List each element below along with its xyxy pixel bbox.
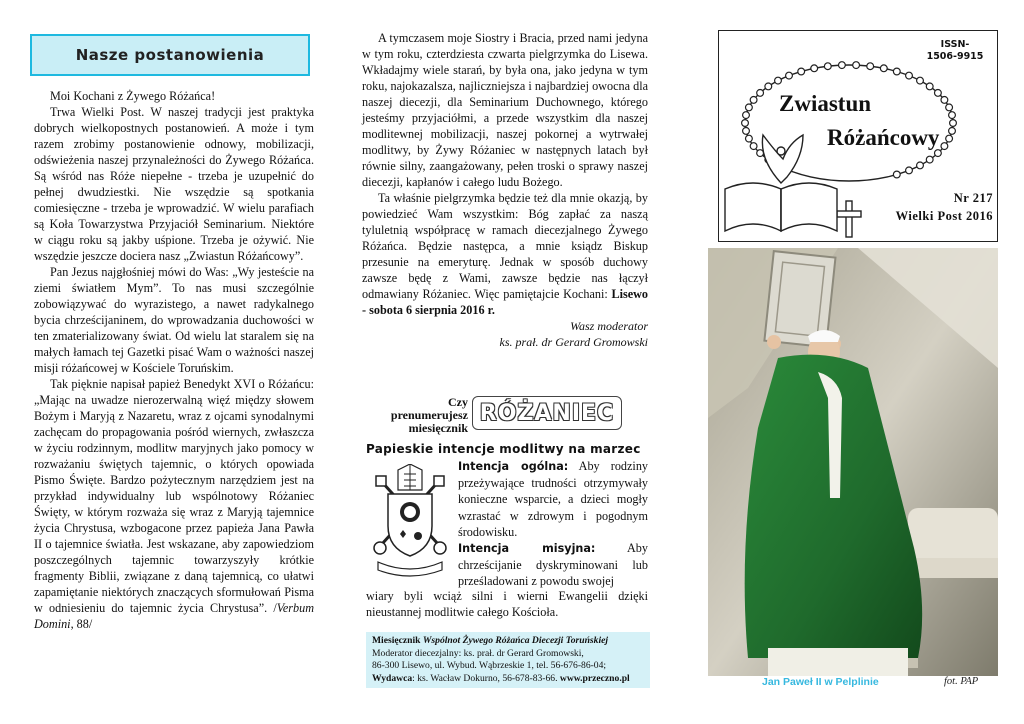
issn: ISSN- 1506-9915 (926, 39, 984, 62)
rosary-bead (917, 77, 924, 84)
pilgrimage-date: Lisewo - sobota 6 sierpnia 2016 r. (362, 287, 648, 317)
letter-greeting: Moi Kochani z Żywego Różańca! (50, 89, 216, 103)
intention-general-label: Intencja ogólna: (458, 460, 569, 473)
letter-paragraph (34, 376, 314, 632)
rosary-bead (839, 62, 846, 69)
masthead (718, 30, 998, 242)
rosary-bead (917, 162, 924, 169)
rozaniec-magazine-logo: RÓŻANIEC (472, 396, 622, 430)
footer-line-3: 86-300 Lisewo, ul. Wybud. Wąbrzeskie 1, tel. 56-676-86-04; (372, 660, 607, 672)
issue-number: Nr 217 (953, 191, 993, 205)
dove-icon (762, 135, 803, 183)
rosary-bead (935, 90, 942, 97)
rosary-bead (906, 72, 913, 79)
quote-source: Verbum Domini (34, 601, 314, 631)
cross-icon (837, 201, 861, 237)
section-header-title: Nasze postanowienia (75, 46, 265, 64)
signature-name: ks. prał. dr Gerard Gromowski (499, 335, 648, 349)
intention-mission-text: Aby chrześcijanie dyskryminowani lub prześladowani z powodu swojej (458, 541, 648, 589)
quote-ref: , 88/ (70, 617, 93, 631)
issue-info (869, 189, 993, 225)
rosary-bead (950, 120, 957, 127)
rosary-bead (949, 112, 956, 119)
letter-body (34, 88, 314, 632)
letter-paragraph: Trwa Wielki Post. W naszej tradycji jest praktyka dobrych wielkopostnych postanowień. A może i tym razem zrobimy postanowienie odnowy, mobilizacji, odświeżenia naszej przynależności do Żywego Różańca. Są wśród nas Róże niepełne - trzeba je uzupełnić do pełnej dwudziestki. Nie wszędzie są spotkania comiesięczne - trzeba je wprowadzić. W wielu parafiach są Koła Towarzystwa Przyjaciół Seminarium. Niektóre w ciągu roku są jakby uśpione. Trzeba je ożywić. Nie wszędzie jeszcze docierа nasz „Zwiastun Różańcowy”. (34, 105, 314, 263)
rosary-bead (798, 68, 805, 75)
rosary-bead (742, 120, 749, 127)
subscribe-promo (362, 392, 648, 436)
papal-coat-of-arms-icon (368, 464, 452, 582)
rosary-bead (946, 135, 953, 142)
rosary-bead (757, 90, 764, 97)
rosary-bead (775, 77, 782, 84)
rosary-bead (946, 104, 953, 111)
rosary-bead (926, 83, 933, 90)
open-book-icon (725, 183, 837, 231)
letter-paragraph: Pan Jezus najgłośniej mówi do Was: „Wy jesteście na ziemi światłem Mym”. To nas musi szczególnie zobowiązywać do wyrazistego, a nawet radykalnego bycia chrześcijaninem, do wprowadzania duchowości w ten zmaterializowany świat. Od wielu lat staralem się na małych łamach tej Gazetki pisać Wam o ważności naszej misji różańcowej w Kościele Toruńskim. (34, 265, 314, 375)
intention-mission-label: Intencja misyjna: (458, 542, 596, 556)
newsletter-title-line-2: Różańcowy (827, 125, 940, 150)
rosary-bead (880, 65, 887, 72)
rosary-bead (786, 72, 793, 79)
pope-photo (708, 248, 998, 676)
rosary-bead (765, 83, 772, 90)
rosary-bead (811, 65, 818, 72)
letter-paragraph: Ta właśnie pielgrzymka będzie też dla mnie okazją, by powiedzieć Wam wszystkim: Bóg zapłać za naszą tyluletnią współpracę w ramach diecezjalnego Żywego Różańca. Będzie następca, a mnie ksiądz Biskup przesunie na emeryturę. Jednak w sposób duchowy zawsze będę z Wami, zawsze będzie nas łączył odmawiany Różaniec. Więc pamiętajcie Kochani: Lisewo - sobota 6 sierpnia 2016 r. (362, 191, 648, 317)
rosary-bead (949, 128, 956, 135)
footer-line-1: Miesięcznik Wspólnot Żywego Różańca Diecezji Toruńskiej (372, 635, 609, 646)
letter-continuation (362, 30, 648, 350)
footer-line-2: Moderator diecezjalny: ks. prał. dr Gerard Gromowski, (372, 647, 584, 659)
rosary-bead (941, 143, 948, 150)
publisher-website-link[interactable]: www.przeczno.pl (559, 672, 630, 684)
rosary-bead (906, 167, 913, 174)
section-header (30, 34, 310, 76)
subscribe-question: Czy prenumerujesz miesięcznik (390, 395, 468, 435)
rosary-bead (750, 97, 757, 104)
publisher-footer (366, 632, 650, 688)
rosary-bead (926, 156, 933, 163)
intention-mission-tail: wiary byli wciąż silni i wierni Ewangelii dzięki nieustannej modlitwie całego Kościoła. (366, 589, 648, 619)
rosary-bead (750, 143, 757, 150)
issue-season: Wielki Post 2016 (895, 209, 993, 223)
letter-paragraph: A tymczasem moje Siostry i Bracia, przed nami jedyna w tym roku, czterdziesta czwarta pielgrzymka do Lisewa. Wkładajmy wiele starań, by była ona, jako jedyna w tym roku, najokazalsza, najliczniejsza i najbardziej owocna dla naszej diecezji, dla Seminarium Duchownego, którego jesteśmy przyjaciółmi, a przede wszystkim dla naszej modlitewnej mobilizacji, naszej pokornej a wytrwałej modlitwy, by Żywy Różaniec w następnych latach był równie silny, zaangażowany, pełen troski o sprawy naszej diecezji, kapłanów i całego ludu Bożego. (362, 31, 648, 189)
footer-line-4: Wydawca: ks. Wacław Dokurno, 56-678-83-66. www.przeczno.pl (372, 672, 630, 684)
quote-text: Tak pięknie napisał papież Benedykt XVI o Różańcu: „Mając na uwadze nierozerwalną więź między słowem Bożym i Maryją z Nazaretu, wraz z ojcami synodalnymi zachęcam do propagowania pośród wiernych, zwłaszcza w życiu rodzinnym, modlitw maryjnych jako pomocy w rozważaniu świętych tajemnic, o których opowiada Pismo Święte. Bardzo pożytecznym narzędziem jest na przykład indywidualny lub wspólnotowy Różaniec Święty, w którym rozważa się wraz z Maryją tajemnice życia Chrystusa, wzbogacone przez papieża Jana Pawła II o tajemnice światła. Jest wskazane, aby zapowiedziom poszczególnych tajemnic towarzyszyły krótkie fragmenty Biblii, związane z daną tajemnicą, co ułatwi zapamiętanie niektórych znaczących sformułowań Pisma w odniesieniu do tajemnic życia Chrystusa”. / (34, 377, 314, 615)
photo-credit: fot. PAP (944, 676, 979, 687)
intention-general (458, 458, 648, 590)
intention-general-text: Aby rodziny przeżywające trudności otrzymywały konieczne wsparcie, a dzieci mogły wzrastać w zdrowym i pogodnym środowisku. (458, 459, 649, 539)
intentions-title: Papieskie intencje modlitwy na marzec (366, 442, 641, 456)
rosary-bead (824, 63, 831, 70)
rosary-bead (853, 62, 860, 69)
rosary-bead (893, 171, 900, 178)
newsletter-title-line-1: Zwiastun (779, 91, 872, 116)
rosary-bead (941, 97, 948, 104)
signature-line: Wasz moderator (570, 319, 648, 333)
rosary-bead (746, 135, 753, 142)
rosary-bead (893, 68, 900, 75)
rosary-bead (746, 104, 753, 111)
rosary-bead (743, 112, 750, 119)
rosary-bead (867, 63, 874, 70)
rosary-bead (743, 128, 750, 135)
photo-caption: Jan Paweł II w Pelplinie (762, 676, 879, 688)
